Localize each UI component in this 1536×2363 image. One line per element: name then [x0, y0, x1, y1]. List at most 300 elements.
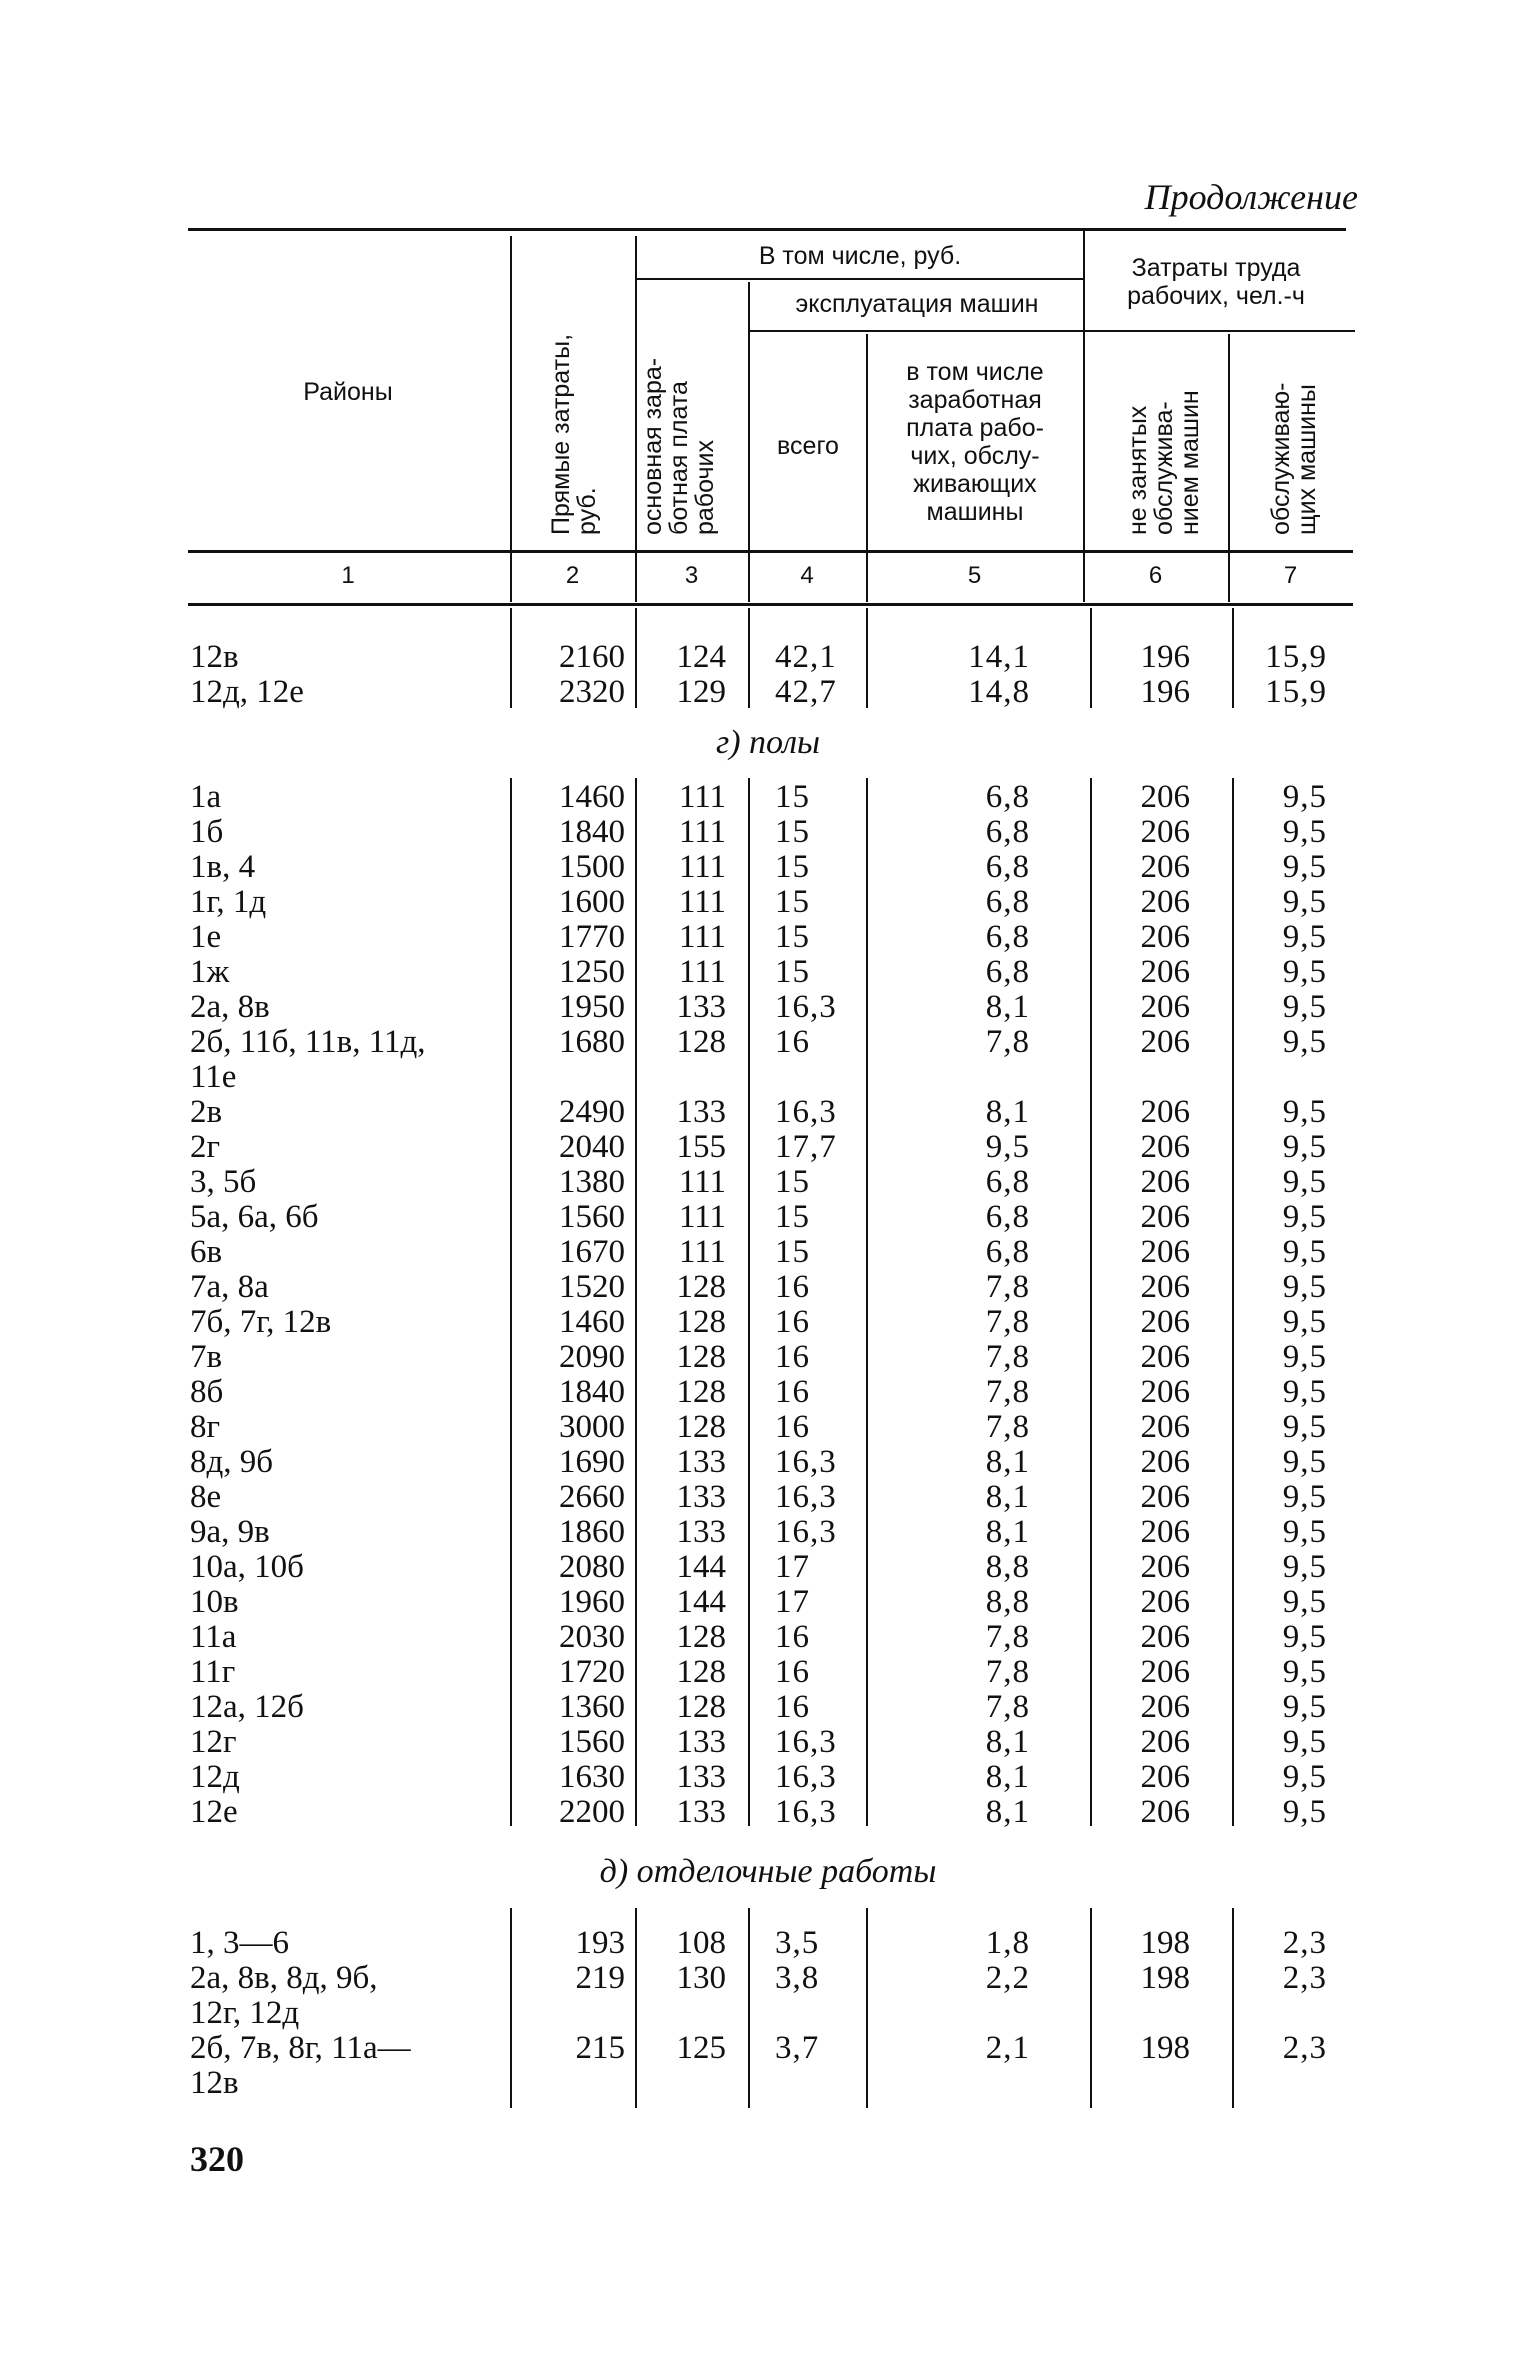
cell-region: 11а — [190, 1619, 237, 1655]
table-row — [0, 1060, 1536, 1095]
table-row — [0, 990, 1536, 1025]
cell-region: 2б, 11б, 11в, 11д, — [190, 1024, 426, 1060]
cell-direct-costs: 215 — [575, 2030, 625, 2066]
cell-direct-costs: 2040 — [559, 1129, 625, 1165]
cell-machines-total: 17,7 — [775, 1129, 837, 1165]
cell-region: 1г, 1д — [190, 884, 267, 920]
cell-machines-wage: 8,1 — [985, 1094, 1030, 1130]
cell-labor-servicing: 9,5 — [1282, 1164, 1327, 1200]
cell-base-wage: 130 — [676, 1960, 726, 1996]
table-row — [0, 1961, 1536, 1996]
table-row — [0, 1690, 1536, 1725]
cell-labor-not-servicing: 206 — [1140, 1759, 1190, 1795]
cell-base-wage: 128 — [676, 1304, 726, 1340]
header-base-wage: основная зара- ботная плата рабочих — [639, 357, 719, 535]
cell-machines-wage: 7,8 — [985, 1269, 1030, 1305]
table-row — [0, 1095, 1536, 1130]
cell-labor-not-servicing: 206 — [1140, 919, 1190, 955]
cell-base-wage: 129 — [676, 674, 726, 710]
cell-machines-total: 15 — [775, 884, 810, 920]
machines-group-rule — [748, 330, 1083, 332]
labor-group-rule — [1083, 330, 1355, 332]
cell-region: 12в — [190, 639, 239, 675]
table-row — [0, 1270, 1536, 1305]
cell-region: 2а, 8в — [190, 989, 270, 1025]
table-row — [0, 1996, 1536, 2031]
cell-machines-total: 16,3 — [775, 1094, 837, 1130]
cell-region: 8г — [190, 1409, 221, 1445]
cell-labor-not-servicing: 206 — [1140, 1094, 1190, 1130]
cell-labor-not-servicing: 206 — [1140, 1199, 1190, 1235]
header-regions: Районы — [303, 378, 393, 406]
cell-base-wage: 111 — [678, 814, 726, 850]
section-title-floors: г) полы — [715, 724, 821, 761]
cell-machines-total: 16,3 — [775, 1794, 837, 1830]
cell-labor-servicing: 15,9 — [1265, 639, 1327, 675]
cell-base-wage: 111 — [678, 1164, 726, 1200]
cell-machines-total: 16 — [775, 1269, 810, 1305]
colnum-5: 5 — [967, 562, 982, 589]
cell-machines-wage: 7,8 — [985, 1304, 1030, 1340]
cell-direct-costs: 1840 — [559, 1374, 625, 1410]
cell-region: 8б — [190, 1374, 224, 1410]
table-row — [0, 1926, 1536, 1961]
cell-region: 9а, 9в — [190, 1514, 270, 1550]
cell-region: 8е — [190, 1479, 222, 1515]
cell-machines-wage: 7,8 — [985, 1339, 1030, 1375]
cell-labor-not-servicing: 206 — [1140, 1234, 1190, 1270]
table-top-rule — [188, 228, 1346, 231]
table-row — [0, 1025, 1536, 1060]
cell-machines-total: 3,7 — [775, 2030, 820, 2066]
cell-labor-servicing: 9,5 — [1282, 954, 1327, 990]
cell-labor-servicing: 9,5 — [1282, 1269, 1327, 1305]
cell-machines-total: 16 — [775, 1374, 810, 1410]
cell-direct-costs: 2200 — [559, 1794, 625, 1830]
table-row — [0, 2031, 1536, 2066]
cell-machines-total: 16,3 — [775, 1479, 837, 1515]
header-direct-costs: Прямые затраты, руб. — [547, 333, 601, 535]
cell-base-wage: 111 — [678, 1234, 726, 1270]
cell-direct-costs: 1250 — [559, 954, 625, 990]
cell-machines-wage: 8,1 — [985, 1759, 1030, 1795]
cell-direct-costs: 2090 — [559, 1339, 625, 1375]
cell-direct-costs: 1680 — [559, 1024, 625, 1060]
cell-machines-wage: 7,8 — [985, 1654, 1030, 1690]
cell-labor-not-servicing: 206 — [1140, 1549, 1190, 1585]
cell-direct-costs: 1950 — [559, 989, 625, 1025]
cell-machines-total: 15 — [775, 1164, 810, 1200]
header-vrule-1 — [510, 236, 512, 602]
cell-direct-costs: 1630 — [559, 1759, 625, 1795]
cell-direct-costs: 219 — [575, 1960, 625, 1996]
cell-machines-wage: 7,8 — [985, 1374, 1030, 1410]
cell-direct-costs: 2660 — [559, 1479, 625, 1515]
cell-region: 5а, 6а, 6б — [190, 1199, 319, 1235]
table-row — [0, 1480, 1536, 1515]
cell-machines-total: 16 — [775, 1689, 810, 1725]
cell-machines-total: 16,3 — [775, 1444, 837, 1480]
table-row — [0, 2066, 1536, 2101]
table-row — [0, 885, 1536, 920]
cell-region: 3, 5б — [190, 1164, 257, 1200]
cell-labor-servicing: 9,5 — [1282, 1654, 1327, 1690]
cell-labor-servicing: 9,5 — [1282, 1374, 1327, 1410]
cell-base-wage: 111 — [678, 954, 726, 990]
cell-direct-costs: 1560 — [559, 1724, 625, 1760]
cell-machines-total: 15 — [775, 954, 810, 990]
cell-base-wage: 133 — [676, 1444, 726, 1480]
cell-machines-total: 17 — [775, 1584, 810, 1620]
cell-machines-wage: 1,8 — [985, 1925, 1030, 1961]
table-row — [0, 1620, 1536, 1655]
cell-region: 1е — [190, 919, 222, 955]
cell-machines-wage: 7,8 — [985, 1689, 1030, 1725]
numbers-bottom-rule — [188, 603, 1353, 606]
cell-labor-not-servicing: 206 — [1140, 884, 1190, 920]
cell-machines-total: 16,3 — [775, 989, 837, 1025]
table-row — [0, 955, 1536, 990]
colnum-1: 1 — [341, 562, 355, 589]
cell-machines-total: 15 — [775, 1234, 810, 1270]
cell-machines-wage: 6,8 — [985, 1164, 1030, 1200]
cell-machines-wage: 7,8 — [985, 1619, 1030, 1655]
cell-base-wage: 108 — [676, 1925, 726, 1961]
cell-base-wage: 128 — [676, 1654, 726, 1690]
cell-direct-costs: 2080 — [559, 1549, 625, 1585]
cell-base-wage: 111 — [678, 919, 726, 955]
header-labor-group: Затраты труда рабочих, чел.-ч — [1127, 254, 1305, 310]
cell-labor-servicing: 9,5 — [1282, 989, 1327, 1025]
cell-machines-wage: 8,1 — [985, 1794, 1030, 1830]
cell-labor-servicing: 9,5 — [1282, 1794, 1327, 1830]
cell-labor-servicing: 9,5 — [1282, 1689, 1327, 1725]
cell-region: 12г — [190, 1724, 237, 1760]
cell-labor-not-servicing: 206 — [1140, 1024, 1190, 1060]
table-row — [0, 1235, 1536, 1270]
cell-machines-wage: 6,8 — [985, 849, 1030, 885]
cell-labor-servicing: 9,5 — [1282, 1024, 1327, 1060]
cell-machines-total: 16 — [775, 1339, 810, 1375]
cell-labor-not-servicing: 206 — [1140, 1794, 1190, 1830]
cell-machines-wage: 8,1 — [985, 1479, 1030, 1515]
cell-region: 8д, 9б — [190, 1444, 274, 1480]
cell-labor-not-servicing: 206 — [1140, 954, 1190, 990]
cell-machines-wage: 8,1 — [985, 1514, 1030, 1550]
table-row — [0, 1200, 1536, 1235]
cell-region: 12г, 12д — [190, 1995, 300, 2031]
cell-direct-costs: 2160 — [559, 639, 625, 675]
cell-region: 2г — [190, 1129, 221, 1165]
cell-machines-total: 42,1 — [775, 639, 837, 675]
cell-machines-wage: 2,1 — [985, 2030, 1030, 2066]
cell-machines-wage: 14,8 — [968, 674, 1030, 710]
table-row — [0, 780, 1536, 815]
cell-direct-costs: 1770 — [559, 919, 625, 955]
header-machines-group: эксплуатация машин — [795, 290, 1039, 318]
cell-region: 2в — [190, 1094, 223, 1130]
cell-machines-total: 16 — [775, 1024, 810, 1060]
colnum-7: 7 — [1283, 562, 1298, 589]
cell-direct-costs: 1380 — [559, 1164, 625, 1200]
cell-labor-servicing: 9,5 — [1282, 1409, 1327, 1445]
cell-base-wage: 133 — [676, 1724, 726, 1760]
cell-region: 6в — [190, 1234, 223, 1270]
cell-machines-total: 15 — [775, 849, 810, 885]
continuation-label: Продолжение — [1144, 177, 1358, 217]
table-row — [0, 850, 1536, 885]
cell-labor-not-servicing: 206 — [1140, 779, 1190, 815]
header-machine-wage: в том числе заработная плата рабо- чих, обслу- живающих машины — [906, 358, 1044, 526]
cell-direct-costs: 1690 — [559, 1444, 625, 1480]
cell-base-wage: 128 — [676, 1024, 726, 1060]
cell-region: 11е — [190, 1059, 237, 1095]
cell-direct-costs: 1560 — [559, 1199, 625, 1235]
cell-labor-servicing: 15,9 — [1265, 674, 1327, 710]
cell-base-wage: 125 — [676, 2030, 726, 2066]
cell-direct-costs: 193 — [575, 1925, 625, 1961]
cell-direct-costs: 1360 — [559, 1689, 625, 1725]
cell-machines-total: 15 — [775, 919, 810, 955]
cell-direct-costs: 1520 — [559, 1269, 625, 1305]
cell-machines-wage: 8,8 — [985, 1584, 1030, 1620]
cell-labor-servicing: 2,3 — [1282, 1925, 1327, 1961]
cell-base-wage: 128 — [676, 1409, 726, 1445]
cell-machines-wage: 9,5 — [985, 1129, 1030, 1165]
cell-machines-wage: 8,1 — [985, 1724, 1030, 1760]
header-servicing: обслуживаю- щих машины — [1267, 382, 1321, 535]
cell-region: 7б, 7г, 12в — [190, 1304, 332, 1340]
cell-labor-not-servicing: 206 — [1140, 1654, 1190, 1690]
cell-base-wage: 144 — [676, 1584, 726, 1620]
colnum-6: 6 — [1148, 562, 1163, 589]
cell-machines-total: 17 — [775, 1549, 810, 1585]
cell-direct-costs: 1860 — [559, 1514, 625, 1550]
cell-region: 1а — [190, 779, 222, 815]
cell-base-wage: 133 — [676, 1094, 726, 1130]
table-row — [0, 1375, 1536, 1410]
table-row — [0, 1445, 1536, 1480]
cell-base-wage: 128 — [676, 1374, 726, 1410]
cell-labor-not-servicing: 206 — [1140, 1479, 1190, 1515]
table-row — [0, 675, 1536, 710]
cell-machines-total: 16,3 — [775, 1759, 837, 1795]
cell-base-wage: 128 — [676, 1619, 726, 1655]
section-title-finishing: д) отделочные работы — [599, 1853, 937, 1890]
cell-labor-servicing: 9,5 — [1282, 814, 1327, 850]
cell-base-wage: 155 — [676, 1129, 726, 1165]
table-row — [0, 1585, 1536, 1620]
cell-machines-wage: 8,8 — [985, 1549, 1030, 1585]
cell-base-wage: 144 — [676, 1549, 726, 1585]
cell-region: 10а, 10б — [190, 1549, 304, 1585]
cell-labor-servicing: 9,5 — [1282, 849, 1327, 885]
cell-base-wage: 111 — [678, 884, 726, 920]
cell-labor-servicing: 9,5 — [1282, 1199, 1327, 1235]
cell-base-wage: 111 — [678, 779, 726, 815]
cell-machines-wage: 7,8 — [985, 1409, 1030, 1445]
cell-labor-servicing: 9,5 — [1282, 1479, 1327, 1515]
cell-machines-wage: 6,8 — [985, 884, 1030, 920]
cell-labor-not-servicing: 198 — [1140, 1925, 1190, 1961]
cell-machines-wage: 14,1 — [968, 639, 1030, 675]
cell-labor-not-servicing: 206 — [1140, 1374, 1190, 1410]
cell-direct-costs: 1460 — [559, 779, 625, 815]
cell-direct-costs: 1840 — [559, 814, 625, 850]
cell-machines-wage: 6,8 — [985, 954, 1030, 990]
table-row — [0, 1795, 1536, 1830]
cell-base-wage: 128 — [676, 1269, 726, 1305]
cell-labor-not-servicing: 206 — [1140, 1339, 1190, 1375]
cell-direct-costs: 2030 — [559, 1619, 625, 1655]
colnum-4: 4 — [800, 562, 814, 589]
cell-region: 12д, 12е — [190, 674, 304, 710]
cell-machines-wage: 6,8 — [985, 1199, 1030, 1235]
table-row — [0, 1655, 1536, 1690]
cell-labor-servicing: 9,5 — [1282, 779, 1327, 815]
cell-machines-wage: 6,8 — [985, 1234, 1030, 1270]
cell-machines-total: 16 — [775, 1304, 810, 1340]
cell-region: 7в — [190, 1339, 223, 1375]
header-total: всего — [777, 432, 839, 460]
cell-labor-servicing: 9,5 — [1282, 1549, 1327, 1585]
cell-labor-servicing: 9,5 — [1282, 1619, 1327, 1655]
cell-labor-servicing: 9,5 — [1282, 1129, 1327, 1165]
cell-machines-wage: 6,8 — [985, 919, 1030, 955]
cell-direct-costs: 1460 — [559, 1304, 625, 1340]
cell-machines-total: 15 — [775, 814, 810, 850]
cell-machines-total: 3,5 — [775, 1925, 820, 1961]
cell-labor-not-servicing: 206 — [1140, 1129, 1190, 1165]
cell-machines-total: 3,8 — [775, 1960, 820, 1996]
cell-base-wage: 133 — [676, 1479, 726, 1515]
header-bottom-rule — [188, 550, 1353, 553]
cell-machines-wage: 7,8 — [985, 1024, 1030, 1060]
cell-base-wage: 133 — [676, 1794, 726, 1830]
cell-labor-not-servicing: 206 — [1140, 1584, 1190, 1620]
cell-region: 1в, 4 — [190, 849, 256, 885]
table-row — [0, 1410, 1536, 1445]
cell-labor-not-servicing: 206 — [1140, 1619, 1190, 1655]
table-row — [0, 1340, 1536, 1375]
table-row — [0, 1550, 1536, 1585]
cell-region: 11г — [190, 1654, 236, 1690]
cell-base-wage: 133 — [676, 1514, 726, 1550]
header-incl-group: В том числе, руб. — [758, 242, 962, 270]
table-row — [0, 815, 1536, 850]
cell-machines-total: 16,3 — [775, 1514, 837, 1550]
header-vrule-2 — [635, 236, 637, 602]
header-not-servicing: не занятых обслужива- нием машин — [1124, 390, 1204, 535]
cell-labor-not-servicing: 198 — [1140, 1960, 1190, 1996]
cell-machines-wage: 8,1 — [985, 1444, 1030, 1480]
cell-labor-not-servicing: 198 — [1140, 2030, 1190, 2066]
table-row — [0, 1515, 1536, 1550]
cell-region: 12в — [190, 2065, 239, 2101]
table-row — [0, 640, 1536, 675]
cell-labor-not-servicing: 196 — [1140, 674, 1190, 710]
header-vrule-5 — [1083, 228, 1085, 602]
cell-region: 1ж — [190, 954, 230, 990]
cell-labor-servicing: 9,5 — [1282, 1759, 1327, 1795]
cell-labor-servicing: 9,5 — [1282, 1094, 1327, 1130]
cell-labor-servicing: 2,3 — [1282, 1960, 1327, 1996]
colnum-2: 2 — [565, 562, 580, 589]
cell-labor-servicing: 9,5 — [1282, 1724, 1327, 1760]
cell-labor-not-servicing: 206 — [1140, 1444, 1190, 1480]
cell-region: 12д — [190, 1759, 240, 1795]
cell-labor-not-servicing: 206 — [1140, 1689, 1190, 1725]
table-row — [0, 1760, 1536, 1795]
cell-labor-servicing: 9,5 — [1282, 919, 1327, 955]
cell-base-wage: 128 — [676, 1339, 726, 1375]
cell-base-wage: 133 — [676, 1759, 726, 1795]
cell-labor-not-servicing: 206 — [1140, 849, 1190, 885]
cell-labor-servicing: 9,5 — [1282, 1444, 1327, 1480]
colnum-3: 3 — [684, 562, 699, 589]
cell-region: 2б, 7в, 8г, 11а— — [190, 2030, 411, 2066]
cell-machines-wage: 2,2 — [985, 1960, 1030, 1996]
cell-direct-costs: 2320 — [559, 674, 625, 710]
cell-labor-not-servicing: 206 — [1140, 814, 1190, 850]
cell-direct-costs: 1960 — [559, 1584, 625, 1620]
cell-labor-not-servicing: 206 — [1140, 1164, 1190, 1200]
cell-labor-servicing: 9,5 — [1282, 1584, 1327, 1620]
table-row — [0, 1130, 1536, 1165]
table-row — [0, 1725, 1536, 1760]
cell-machines-total: 16,3 — [775, 1724, 837, 1760]
cell-labor-not-servicing: 206 — [1140, 1409, 1190, 1445]
cell-base-wage: 124 — [676, 639, 726, 675]
cell-labor-not-servicing: 206 — [1140, 1269, 1190, 1305]
cell-region: 2а, 8в, 8д, 9б, — [190, 1960, 378, 1996]
cell-base-wage: 133 — [676, 989, 726, 1025]
table-row — [0, 920, 1536, 955]
cell-region: 1б — [190, 814, 224, 850]
cell-machines-wage: 8,1 — [985, 989, 1030, 1025]
cell-labor-not-servicing: 206 — [1140, 989, 1190, 1025]
cell-direct-costs: 1600 — [559, 884, 625, 920]
table-row — [0, 1305, 1536, 1340]
cell-direct-costs: 2490 — [559, 1094, 625, 1130]
cell-labor-servicing: 9,5 — [1282, 1339, 1327, 1375]
table-row — [0, 1165, 1536, 1200]
cell-machines-total: 15 — [775, 779, 810, 815]
header-vrule-3 — [748, 282, 750, 602]
cell-base-wage: 111 — [678, 849, 726, 885]
cell-machines-total: 16 — [775, 1619, 810, 1655]
cell-labor-servicing: 9,5 — [1282, 884, 1327, 920]
page-number: 320 — [190, 2139, 244, 2179]
cell-labor-not-servicing: 196 — [1140, 639, 1190, 675]
incl-group-rule — [635, 278, 1083, 280]
cell-direct-costs: 3000 — [559, 1409, 625, 1445]
cell-region: 12а, 12б — [190, 1689, 304, 1725]
cell-labor-not-servicing: 206 — [1140, 1304, 1190, 1340]
cell-labor-servicing: 2,3 — [1282, 2030, 1327, 2066]
cell-labor-servicing: 9,5 — [1282, 1234, 1327, 1270]
cell-machines-total: 42,7 — [775, 674, 837, 710]
cell-machines-total: 16 — [775, 1409, 810, 1445]
cell-labor-servicing: 9,5 — [1282, 1514, 1327, 1550]
cell-labor-not-servicing: 206 — [1140, 1724, 1190, 1760]
cell-base-wage: 111 — [678, 1199, 726, 1235]
cell-machines-total: 16 — [775, 1654, 810, 1690]
cell-region: 12е — [190, 1794, 238, 1830]
cell-direct-costs: 1500 — [559, 849, 625, 885]
cell-machines-wage: 6,8 — [985, 779, 1030, 815]
cell-labor-not-servicing: 206 — [1140, 1514, 1190, 1550]
